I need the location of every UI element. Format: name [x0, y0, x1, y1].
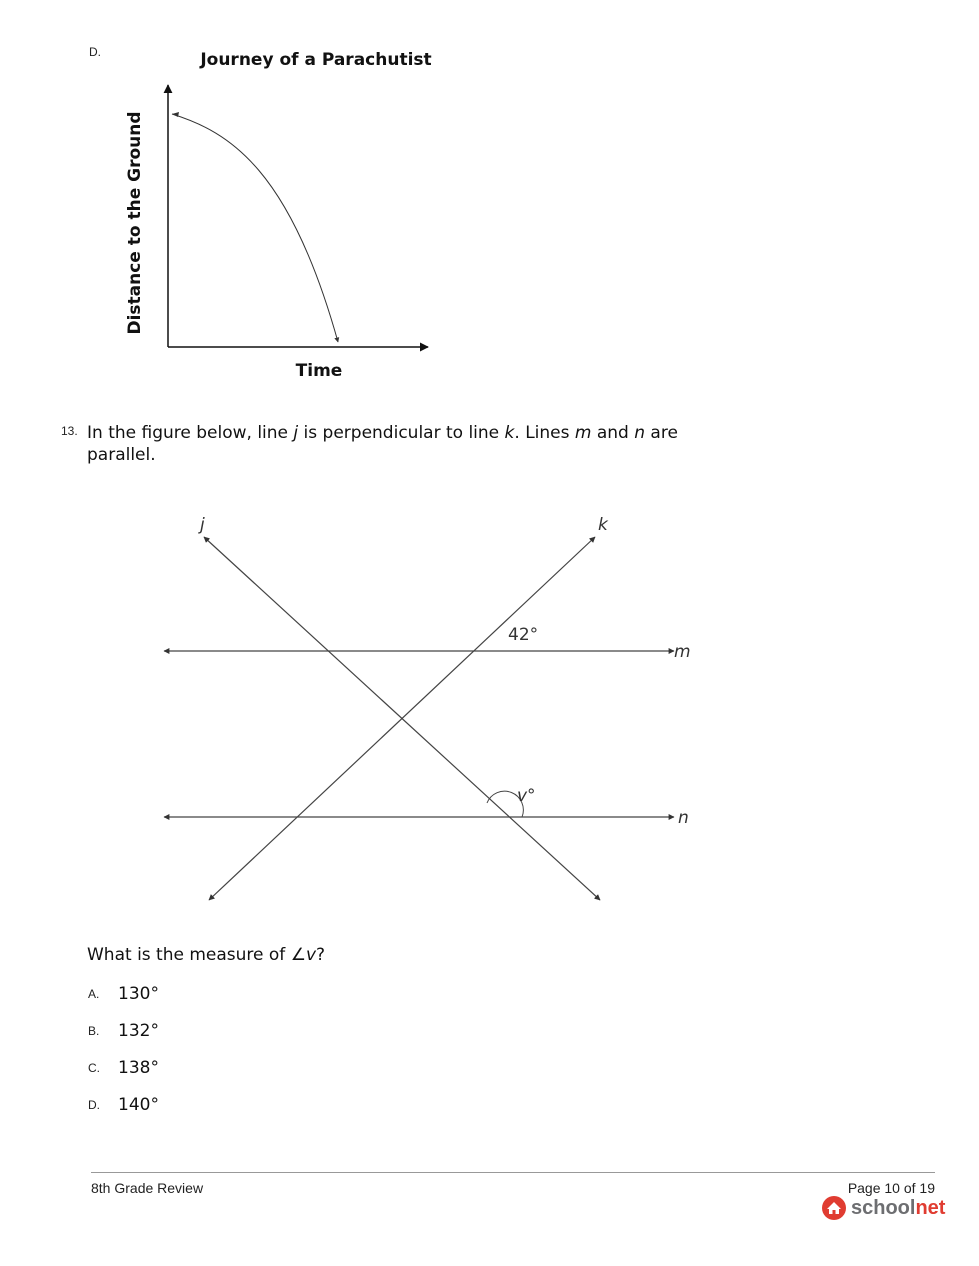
choice-b-label: B.: [88, 1024, 100, 1038]
lines-figure: [150, 505, 710, 915]
choice-c-label: C.: [88, 1061, 100, 1075]
chart-title: Journey of a Parachutist: [200, 50, 432, 70]
label-k: k: [598, 515, 608, 535]
choice-c-text: 138°: [118, 1058, 159, 1078]
choice-a-label: A.: [88, 987, 100, 1001]
question-prompt: [87, 944, 325, 966]
q-text-var-k: k: [504, 423, 515, 443]
angle-v-label: v°: [517, 786, 536, 806]
schoolnet-house-icon: [821, 1195, 847, 1221]
q-text-part: and: [591, 423, 635, 443]
logo-text-school: school: [851, 1196, 916, 1219]
page-number: Page 10 of 19: [847, 1180, 935, 1196]
schoolnet-logo: [821, 1195, 945, 1221]
footer-title: 8th Grade Review: [91, 1180, 204, 1196]
y-axis-label: Distance to the Ground: [125, 111, 145, 335]
label-m: m: [674, 642, 691, 662]
question-text: [87, 422, 787, 466]
q-text-part: is perpendicular to line: [298, 423, 505, 443]
prompt-part: ?: [316, 945, 326, 965]
choice-d-text: 140°: [118, 1095, 159, 1115]
choice-b-text: 132°: [118, 1021, 159, 1041]
q-text-part: In the figure below, line: [87, 423, 294, 443]
logo-text-net: net: [915, 1196, 946, 1219]
q-text-part: are: [645, 423, 678, 443]
label-n: n: [678, 808, 689, 828]
q-text-var-n: n: [634, 423, 646, 443]
option-d-label: D.: [89, 45, 101, 59]
q-text-part: . Lines: [514, 423, 575, 443]
curve-start-arrow: [172, 112, 179, 117]
prompt-var-v: v: [305, 945, 316, 965]
distance-curve: [172, 114, 338, 342]
line-k: [209, 537, 595, 900]
angle-42-label: 42°: [508, 625, 539, 645]
footer-divider: [91, 1172, 935, 1173]
x-axis-label: Time: [295, 361, 343, 381]
prompt-part: What is the measure of ∠: [87, 945, 306, 965]
label-j: j: [200, 515, 205, 535]
q-text-line2: parallel.: [87, 445, 156, 465]
q-text-var-j: j: [293, 423, 299, 443]
question-number: 13.: [61, 424, 78, 438]
choice-d-label: D.: [88, 1098, 100, 1112]
q-text-var-m: m: [574, 423, 592, 443]
choice-a-text: 130°: [118, 984, 159, 1004]
parachutist-chart: [110, 40, 450, 390]
